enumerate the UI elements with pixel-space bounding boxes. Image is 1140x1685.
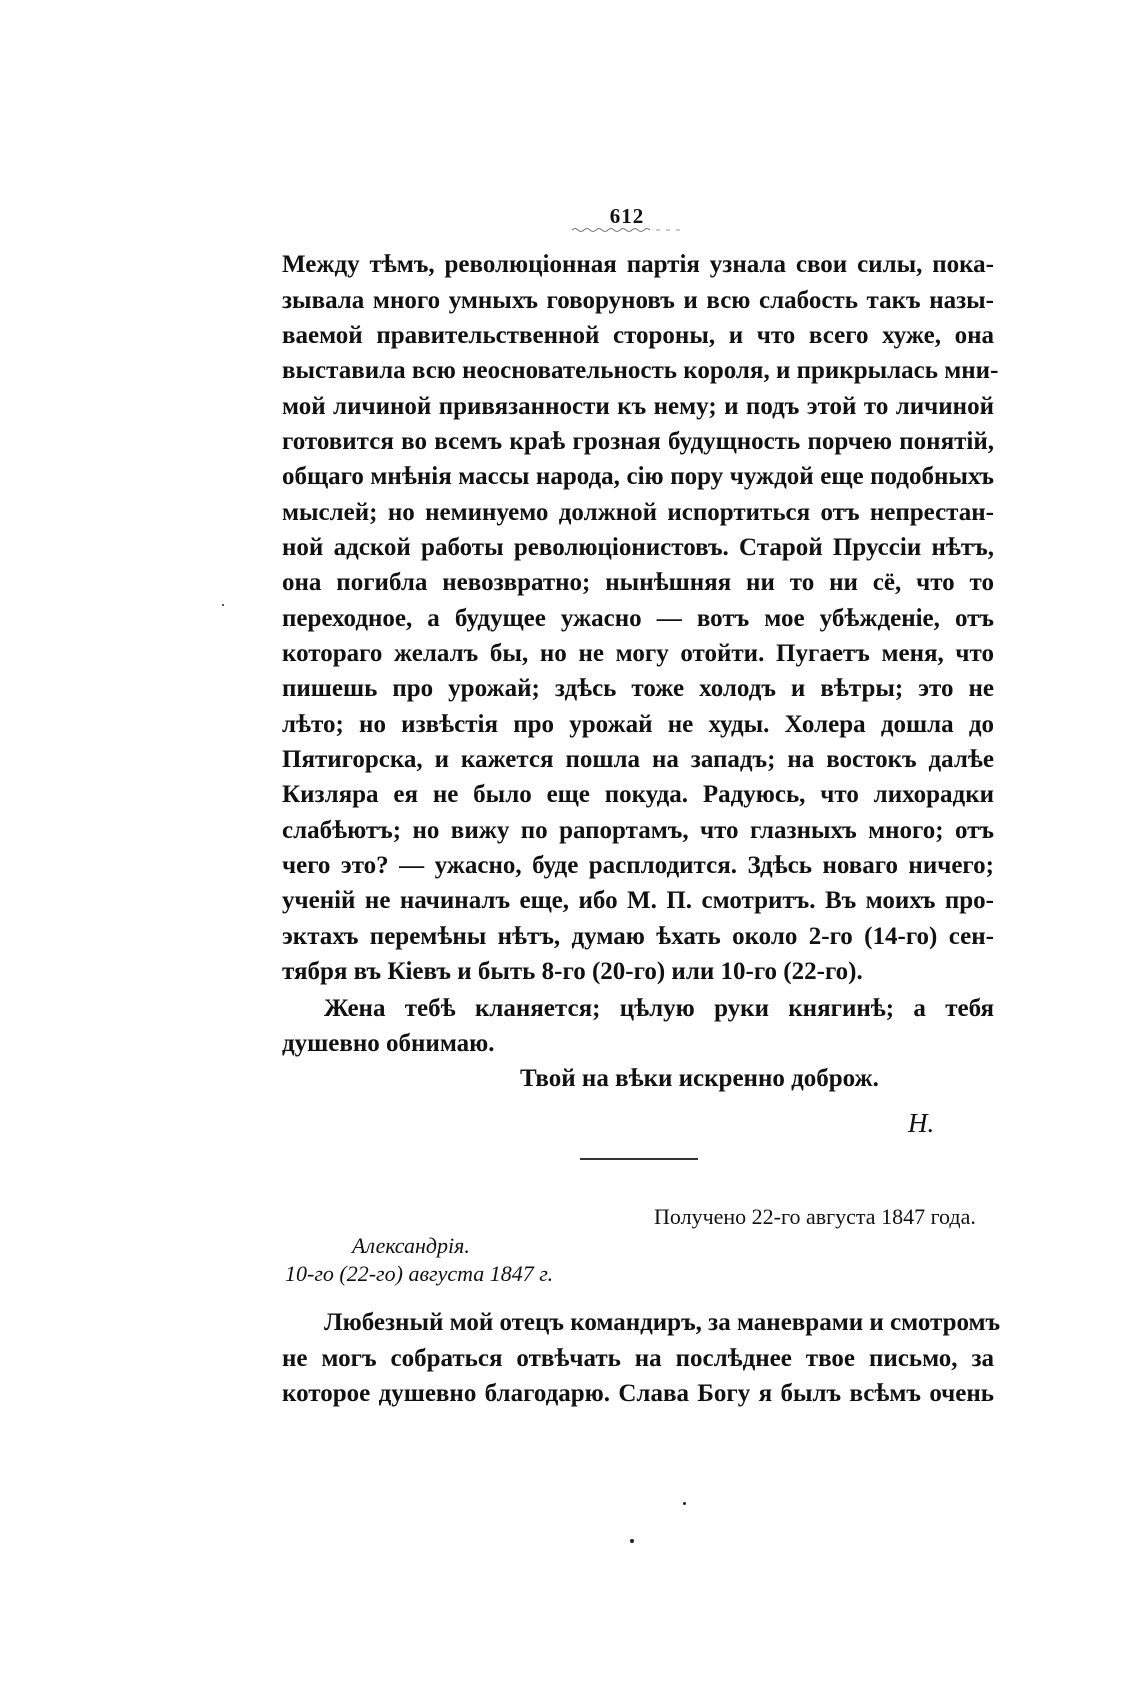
text-line: тября въ Кіевъ и быть 8-го (20-го) или 10-го (22-го).	[282, 958, 863, 985]
text-line: общаго мнѣнія массы народа, сію пору чуждой еще подобныхъ	[282, 463, 994, 490]
text-line: ваемой правительственной стороны, и что всего хуже, она	[282, 322, 994, 349]
letter-place: Александрія.	[352, 1233, 470, 1258]
print-speck	[222, 604, 224, 606]
letter-date: 10-го (22-го) августа 1847 г.	[285, 1261, 554, 1286]
text-line: не могъ собраться отвѣчать на послѣднее твое письмо, за	[282, 1345, 994, 1372]
text-line: Любезный мой отецъ командиръ, за маневрами и смотромъ	[324, 1309, 1001, 1336]
text-line: ной адской работы революціонистовъ. Старой Пруссіи нѣтъ,	[282, 534, 994, 561]
text-line: Между тѣмъ, революціонная партія узнала свои силы, пока-	[282, 251, 994, 278]
text-line: готовится во всемъ краѣ грозная будущность порчею понятій,	[282, 428, 994, 455]
section-separator	[580, 1158, 698, 1160]
page-number: 612	[609, 204, 645, 228]
text-line: мой личиной привязанности къ нему; и подъ этой то личиной	[282, 393, 994, 420]
text-line: ученій не начиналъ еще, ибо М. П. смотритъ. Въ моихъ про-	[282, 887, 994, 914]
closing-line: Твой на вѣки искренно доброж.	[520, 1065, 879, 1092]
received-note: Получено 22-го августа 1847 года.	[654, 1204, 976, 1229]
text-line: эктахъ перемѣны нѣтъ, думаю ѣхать около 2-го (14-го) сен-	[282, 923, 994, 950]
text-line: котораго желалъ бы, но не могу отойти. Пугаетъ меня, что	[282, 640, 994, 667]
print-speck	[683, 1502, 686, 1505]
text-line: выставила всю неосновательность короля, и прикрылась мни-	[282, 357, 999, 384]
text-line: душевно обнимаю.	[282, 1030, 495, 1057]
print-speck	[630, 1539, 634, 1543]
page-number-ornament	[572, 226, 692, 234]
text-line: Жена тебѣ кланяется; цѣлую руки княгинѣ; а тебя	[324, 995, 994, 1022]
text-line: слабѣютъ; но вижу по рапортамъ, что глазныхъ много; отъ	[282, 817, 994, 844]
text-line: чего это? — ужасно, буде расплодится. Здѣсь новаго ничего;	[282, 852, 994, 879]
text-line: зывала много умныхъ говоруновъ и всю слабость такъ назы-	[282, 287, 994, 314]
signature-initial: Н.	[908, 1108, 935, 1138]
text-line: переходное, а будущее ужасно — вотъ мое убѣжденіе, отъ	[282, 605, 994, 632]
text-line: Кизляра ея не было еще покуда. Радуюсь, что лихорадки	[282, 781, 994, 808]
text-line: мыслей; но неминуемо должной испортиться отъ непрестан-	[282, 499, 994, 526]
text-line: она погибла невозвратно; нынѣшняя ни то ни сё, что то	[282, 569, 994, 596]
text-line: Пятигорска, и кажется пошла на западъ; на востокъ далѣе	[282, 746, 994, 773]
text-line: пишешь про урожай; здѣсь тоже холодъ и вѣтры; это не	[282, 675, 994, 702]
text-line: которое душевно благодарю. Слава Богу я былъ всѣмъ очень	[282, 1380, 994, 1407]
text-line: лѣто; но извѣстія про урожай не худы. Холера дошла до	[282, 711, 994, 738]
